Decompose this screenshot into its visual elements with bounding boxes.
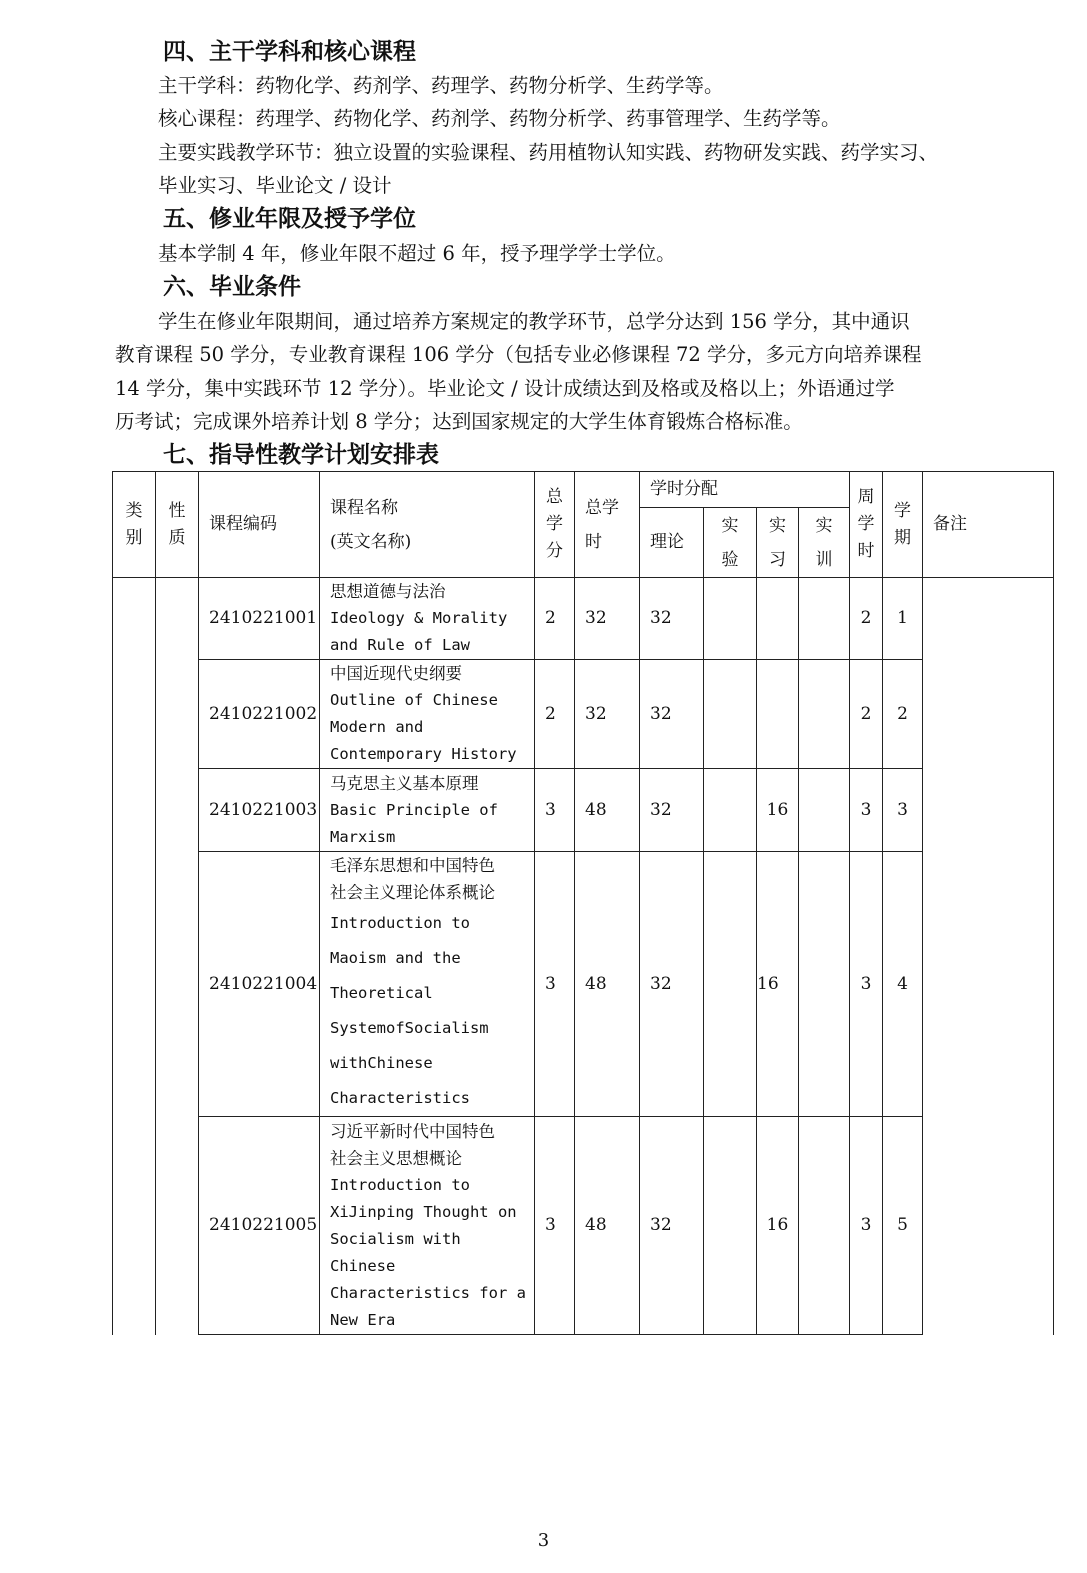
training-hours	[799, 660, 850, 769]
graduation-line-4: 历考试；完成课外培养计划 8 学分；达到国家规定的大学生体育锻炼合格标准。	[115, 410, 803, 433]
course-code: 2410221001	[199, 578, 320, 660]
course-name-en: Introduction to Maoism and the Theoretical SystemofSocialism withChinese Characteristics	[330, 914, 489, 1107]
page-number: 3	[537, 1530, 550, 1551]
experiment-hours	[704, 660, 757, 769]
header-hours: 总学 时	[575, 472, 640, 578]
total-hours: 32	[575, 660, 640, 769]
practice-hours: 16	[757, 852, 799, 1117]
credits: 2	[535, 660, 575, 769]
header-remark: 备注	[923, 472, 1054, 578]
theory-hours: 32	[640, 1117, 704, 1335]
graduation-line-1: 学生在修业年限期间，通过培养方案规定的教学环节，总学分达到 156 学分，其中通识	[158, 310, 910, 333]
header-hour-distribution: 学时分配	[640, 472, 850, 508]
graduation-line-2: 教育课程 50 学分，专业教育课程 106 学分（包括专业必修课程 72 学分，多元方向培养课程	[115, 343, 922, 366]
credits: 3	[535, 769, 575, 852]
theory-hours: 32	[640, 660, 704, 769]
course-name-cn: 马克思主义基本原理	[330, 773, 479, 793]
experiment-hours	[704, 852, 757, 1117]
main-disciplines-line: 主干学科：药物化学、药剂学、药理学、药物分析学、生药学等。	[158, 74, 724, 97]
course-code: 2410221004	[199, 852, 320, 1117]
header-code: 课程编码	[199, 472, 320, 578]
weekly-hours: 3	[850, 769, 883, 852]
header-credits: 总 学 分	[535, 472, 575, 578]
section-heading-5: 五、修业年限及授予学位	[163, 206, 416, 232]
table-row	[113, 769, 1054, 852]
practice-hours: 16	[757, 769, 799, 852]
weekly-hours: 3	[850, 852, 883, 1117]
course-code: 2410221003	[199, 769, 320, 852]
header-nature: 性 质	[156, 472, 199, 578]
course-name-cn: 毛泽东思想和中国特色 社会主义理论体系概论	[330, 856, 495, 902]
total-hours: 48	[575, 852, 640, 1117]
header-name: 课程名称 (英文名称)	[320, 472, 535, 578]
weekly-hours: 2	[850, 578, 883, 660]
nature-cell	[156, 578, 199, 1335]
header-experiment: 实 验	[704, 508, 757, 578]
experiment-hours	[704, 578, 757, 660]
experiment-hours	[704, 1117, 757, 1335]
practice-line-1: 主要实践教学环节：独立设置的实验课程、药用植物认知实践、药物研发实践、药学实习、	[158, 141, 939, 164]
course-name	[320, 769, 535, 852]
course-code: 2410221002	[199, 660, 320, 769]
table-row	[113, 578, 1054, 660]
theory-hours: 32	[640, 769, 704, 852]
credits: 3	[535, 1117, 575, 1335]
header-category: 类 别	[113, 472, 156, 578]
course-name-en: Introduction to XiJinping Thought on Socialism with Chinese Characteristics for a New Era	[330, 1175, 526, 1329]
course-name	[320, 578, 535, 660]
experiment-hours	[704, 769, 757, 852]
semester: 2	[883, 660, 923, 769]
training-hours	[799, 769, 850, 852]
graduation-line-3: 14 学分，集中实践环节 12 学分）。毕业论文 / 设计成绩达到及格或及格以上；外语通过学	[115, 377, 895, 400]
practice-hours: 16	[757, 1117, 799, 1335]
course-name-cn: 中国近现代史纲要	[330, 664, 462, 683]
semester: 1	[883, 578, 923, 660]
practice-hours	[757, 660, 799, 769]
course-code: 2410221005	[199, 1117, 320, 1335]
category-cell	[113, 578, 156, 1335]
credits: 3	[535, 852, 575, 1117]
table-row	[113, 660, 1054, 769]
header-theory: 理论	[640, 508, 704, 578]
weekly-hours: 2	[850, 660, 883, 769]
table-row	[113, 1117, 1054, 1335]
section-heading-7: 七、指导性教学计划安排表	[163, 442, 439, 468]
duration-line: 基本学制 4 年，修业年限不超过 6 年，授予理学学士学位。	[158, 242, 676, 265]
total-hours: 48	[575, 1117, 640, 1335]
table-row	[113, 852, 1054, 1117]
header-weekly-hours: 周 学 时	[850, 472, 883, 578]
course-name-cn: 思想道德与法治	[330, 582, 446, 601]
course-name	[320, 660, 535, 769]
teaching-plan-table	[112, 471, 1054, 1335]
course-name	[320, 1117, 535, 1335]
semester: 5	[883, 1117, 923, 1335]
total-hours: 48	[575, 769, 640, 852]
section-heading-4: 四、主干学科和核心课程	[163, 39, 416, 65]
credits: 2	[535, 578, 575, 660]
practice-line-2: 毕业实习、毕业论文 / 设计	[158, 174, 392, 197]
course-name-en: Ideology & Morality and Rule of Law	[330, 609, 508, 654]
training-hours	[799, 578, 850, 660]
remark-cell	[923, 578, 1054, 1335]
total-hours: 32	[575, 578, 640, 660]
core-courses-line: 核心课程：药理学、药物化学、药剂学、药物分析学、药事管理学、生药学等。	[158, 107, 841, 130]
training-hours	[799, 1117, 850, 1335]
practice-hours	[757, 578, 799, 660]
course-name	[320, 852, 535, 1117]
header-practice: 实 习	[757, 508, 799, 578]
course-name-en: Outline of Chinese Modern and Contemporary History	[330, 691, 517, 763]
theory-hours: 32	[640, 852, 704, 1117]
theory-hours: 32	[640, 578, 704, 660]
header-semester: 学 期	[883, 472, 923, 578]
section-heading-6: 六、毕业条件	[163, 274, 301, 300]
weekly-hours: 3	[850, 1117, 883, 1335]
course-name-en: Basic Principle of Marxism	[330, 800, 498, 846]
course-name-cn: 习近平新时代中国特色 社会主义思想概论	[330, 1121, 495, 1168]
semester: 3	[883, 769, 923, 852]
semester: 4	[883, 852, 923, 1117]
header-training: 实 训	[799, 508, 850, 578]
training-hours	[799, 852, 850, 1117]
